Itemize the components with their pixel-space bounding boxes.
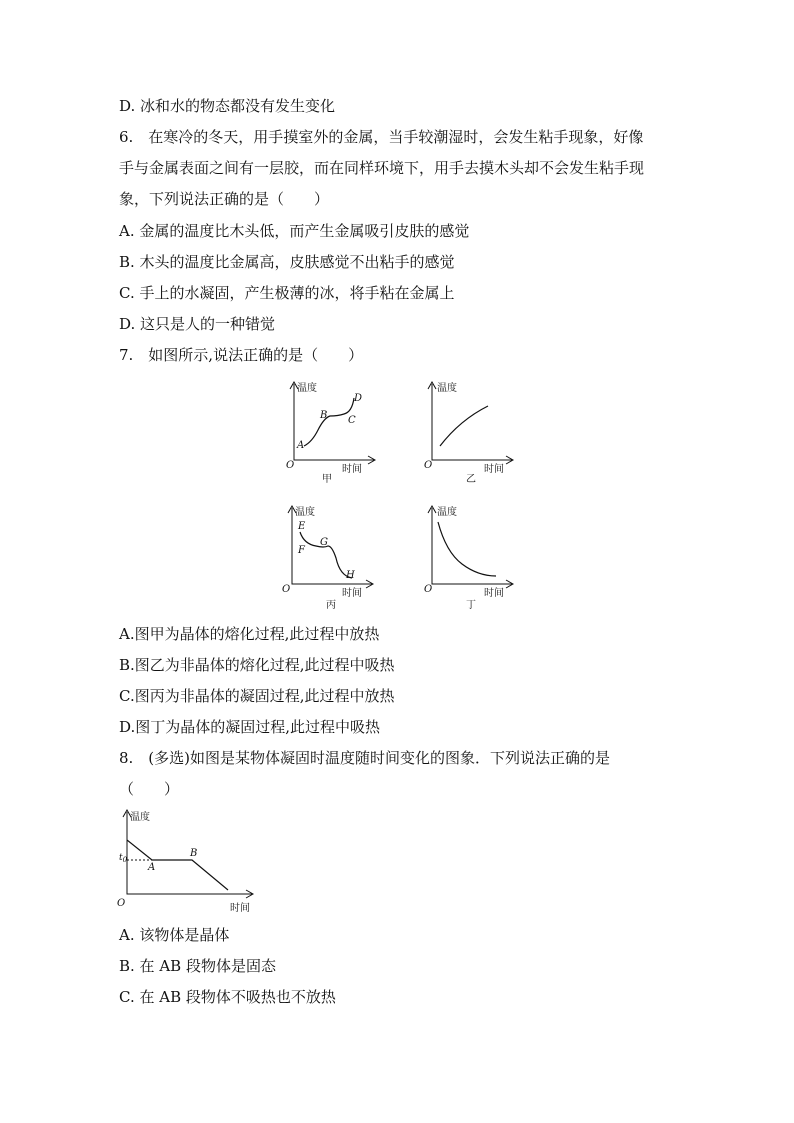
q6-stem-line-1: 6. 在寒冷的冬天，用手摸室外的金属，当手较潮湿时，会发生粘手现象，好像 [119,128,644,146]
q7-option-a: A.图甲为晶体的熔化过程,此过程中放热 [119,625,380,643]
graph-bing-x-label: 时间 [342,588,362,599]
graph-bing-caption: 丙 [326,600,336,611]
graph-bing-y-label: 温度 [295,507,315,518]
graph-q8-axes [123,810,253,898]
graph-bing-point-h: H [346,570,355,581]
graph-jia [282,376,382,486]
graph-bing-origin: O [282,584,291,595]
graph-jia-curve [304,398,354,446]
graph-jia-y-label: 温度 [297,383,317,394]
graph-q8 [114,808,264,918]
graph-yi-origin: O [424,460,433,471]
graph-ding-caption: 丁 [466,600,476,611]
graph-yi-y-label: 温度 [437,383,457,394]
graph-yi-caption: 乙 [466,474,476,485]
graph-jia-point-b: B [320,410,328,421]
graph-q8-curve [127,840,228,890]
graph-jia-caption: 甲 [322,474,332,485]
graph-bing-point-e: E [298,521,306,532]
q8-stem-line-2: （ ） [119,780,180,798]
graph-jia-point-a: A [297,440,305,451]
graph-ding-x-label: 时间 [484,588,504,599]
q6-stem-line-3: 象，下列说法正确的是（ ） [119,190,330,208]
q7-option-b: B.图乙为非晶体的熔化过程,此过程中吸热 [119,656,395,674]
graph-ding-curve [438,522,496,576]
q7-stem: 7. 如图所示,说法正确的是（ ） [119,346,364,364]
graph-ding [420,500,520,612]
graph-q8-point-a: A [148,862,156,873]
graph-jia-origin: O [286,460,295,471]
graph-ding-axes [428,506,513,588]
graph-jia-point-d: D [354,393,363,404]
graph-bing [280,500,380,612]
q6-option-c: C. 手上的水凝固，产生极薄的冰，将手粘在金属上 [119,284,455,302]
q6-option-b: B. 木头的温度比金属高，皮肤感觉不出粘手的感觉 [119,253,455,271]
q8-option-a: A. 该物体是晶体 [119,926,230,944]
graph-q8-point-b: B [190,848,198,859]
q5-option-d: D. 冰和水的物态都没有发生变化 [119,97,336,115]
graph-yi-curve [440,406,488,446]
graph-bing-point-g: G [320,537,328,548]
graph-q8-x-label: 时间 [230,903,250,914]
graph-q8-t0-label: $t_0$ [119,853,128,864]
graph-bing-point-f: F [298,545,305,556]
graph-yi [420,376,520,486]
q7-option-c: C.图丙为非晶体的凝固过程,此过程中放热 [119,687,395,705]
graph-yi-axes [428,382,513,464]
q8-stem-line-1: 8. (多选)如图是某物体凝固时温度随时间变化的图象．下列说法正确的是 [119,749,611,767]
q6-stem-line-2: 手与金属表面之间有一层胶，而在同样环境下，用手去摸木头却不会发生粘手现 [119,159,645,177]
graph-ding-y-label: 温度 [437,507,457,518]
q6-option-a: A. 金属的温度比木头低，而产生金属吸引皮肤的感觉 [119,222,470,240]
q7-option-d: D.图丁为晶体的凝固过程,此过程中吸热 [119,718,381,736]
graph-q8-origin: O [117,898,126,909]
graph-jia-x-label: 时间 [342,464,362,475]
graph-jia-point-c: C [348,415,356,426]
graph-yi-x-label: 时间 [484,464,504,475]
graph-ding-origin: O [424,584,433,595]
q6-option-d: D. 这只是人的一种错觉 [119,315,276,333]
q8-option-c: C. 在 AB 段物体不吸热也不放热 [119,988,336,1006]
graph-jia-axes [290,382,375,464]
q8-option-b: B. 在 AB 段物体是固态 [119,957,276,975]
graph-q8-y-label: 温度 [130,812,150,823]
